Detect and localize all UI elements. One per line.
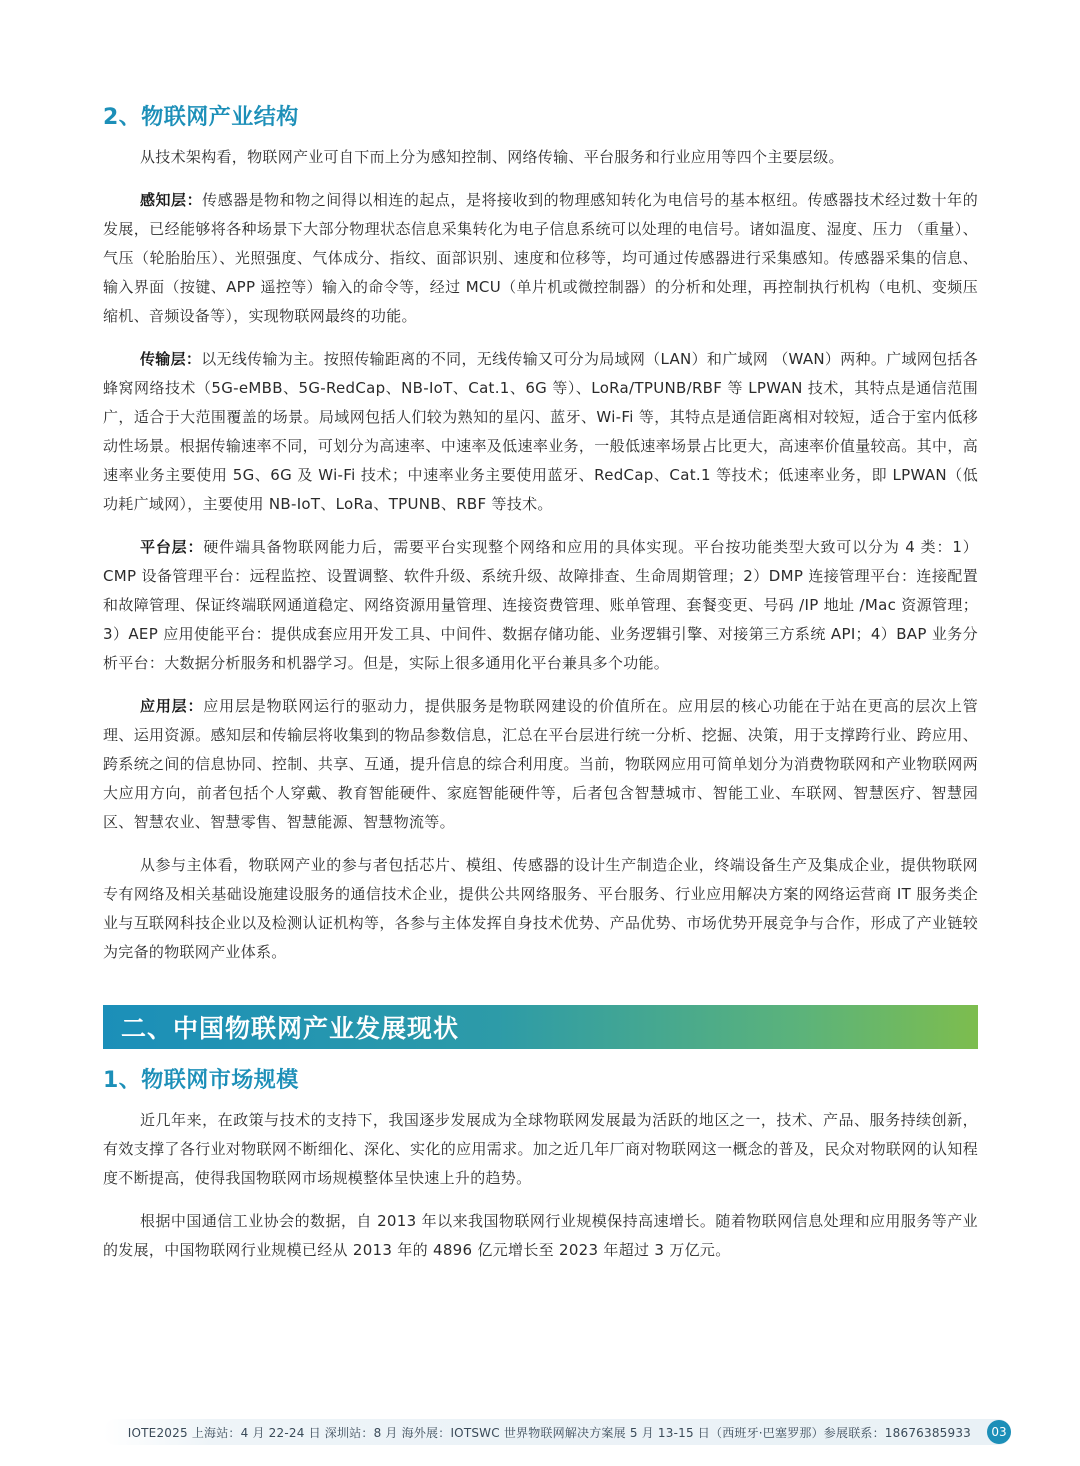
perception-layer-paragraph bbox=[103, 186, 978, 331]
application-layer-label: 应用层： bbox=[140, 697, 204, 715]
page-number: 03 bbox=[987, 1420, 1011, 1444]
footer-bar bbox=[103, 1419, 1011, 1445]
perception-layer-label: 感知层： bbox=[140, 191, 203, 209]
section-heading-structure: 2、物联网产业结构 bbox=[103, 105, 299, 130]
application-layer-paragraph bbox=[103, 692, 978, 837]
transport-layer-paragraph bbox=[103, 345, 978, 519]
platform-layer-label: 平台层： bbox=[140, 538, 204, 556]
page-content bbox=[103, 100, 978, 1279]
market-paragraph-2: 根据中国通信工业协会的数据，自 2013 年以来我国物联网行业规模保持高速增长。随着物联网信息处理和应用服务等产业的发展，中国物联网行业规模已经从 2013 年的 4896 亿元增长至 2023 年超过 3 万亿元。 bbox=[103, 1212, 978, 1259]
footer-info: IOTE2025 上海站：4 月 22-24 日 深圳站：8 月 海外展：IOTSWC 世界物联网解决方案展 5 月 13-15 日（西班牙·巴塞罗那）参展联系：18676385933 bbox=[127, 1425, 971, 1440]
chapter-banner bbox=[103, 1005, 978, 1049]
structure-intro: 从技术架构看，物联网产业可自下而上分为感知控制、网络传输、平台服务和行业应用等四个主要层级。 bbox=[140, 148, 844, 166]
platform-layer-paragraph bbox=[103, 533, 978, 678]
application-layer-text: 应用层是物联网运行的驱动力，提供服务是物联网建设的价值所在。应用层的核心功能在于站在更高的层次上管理、运用资源。感知层和传输层将收集到的物品参数信息，汇总在平台层进行统一分析、挖掘、决策，用于支撑跨行业、跨应用、跨系统之间的信息协同、控制、共享、互通，提升信息的综合利用度。当前，物联网应用可简单划分为消费物联网和产业物联网两大应用方向，前者包括个人穿戴、教育智能硬件、家庭智能硬件等，后者包含智慧城市、智能工业、车联网、智慧医疗、智慧园区、智慧农业、智慧零售、智慧能源、智慧物流等。 bbox=[103, 697, 978, 831]
transport-layer-label: 传输层： bbox=[140, 350, 202, 368]
market-paragraph-1: 近几年来，在政策与技术的支持下，我国逐步发展成为全球物联网发展最为活跃的地区之一，技术、产品、服务持续创新，有效支撑了各行业对物联网不断细化、深化、实化的应用需求。加之近几年厂商对物联网这一概念的普及，民众对物联网的认知程度不断提高，使得我国物联网市场规模整体呈快速上升的趋势。 bbox=[103, 1111, 978, 1187]
platform-layer-text: 硬件端具备物联网能力后，需要平台实现整个网络和应用的具体实现。平台按功能类型大致可以分为 4 类：1）CMP 设备管理平台：远程监控、设置调整、软件升级、系统升级、故障排查、生命周期管理；2）DMP 连接管理平台：连接配置和故障管理、保证终端联网通道稳定、网络资源用量管理、连接资费管理、账单管理、套餐变更、号码 /IP 地址 /Mac 资源管理；3）AEP 应用使能平台：提供成套应用开发工具、中间件、数据存储功能、业务逻辑引擎、对接第三方系统 API；4）BAP 业务分析平台：大数据分析服务和机器学习。但是，实际上很多通用化平台兼具多个功能。 bbox=[103, 538, 978, 672]
section-heading-market: 1、物联网市场规模 bbox=[103, 1068, 299, 1093]
chapter-title: 二、中国物联网产业发展现状 bbox=[121, 1014, 460, 1043]
participants-paragraph: 从参与主体看，物联网产业的参与者包括芯片、模组、传感器的设计生产制造企业，终端设备生产及集成企业，提供物联网专有网络及相关基础设施建设服务的通信技术企业，提供公共网络服务、平台服务、行业应用解决方案的网络运营商 IT 服务类企业与互联网科技企业以及检测认证机构等，各参与主体发挥自身技术优势、产品优势、市场优势开展竞争与合作，形成了产业链较为完备的物联网产业体系。 bbox=[103, 856, 978, 961]
transport-layer-text: 以无线传输为主。按照传输距离的不同，无线传输又可分为局域网（LAN）和广域网 （WAN）两种。广域网包括各蜂窝网络技术（5G-eMBB、5G-RedCap、NB-IoT、Cat.1、6G 等）、LoRa/TPUNB/RBF 等 LPWAN 技术，其特点是通信范围广，适合于大范围覆盖的场景。局域网包括人们较为熟知的星闪、蓝牙、Wi-Fi 等，其特点是通信距离相对较短，适合于室内低移动性场景。根据传输速率不同，可划分为高速率、中速率及低速率业务，一般低速率场景占比更大，高速率价值量较高。其中，高速率业务主要使用 5G、6G 及 Wi-Fi 技术；中速率业务主要使用蓝牙、RedCap、Cat.1 等技术；低速率业务，即 LPWAN（低功耗广域网），主要使用 NB-IoT、LoRa、TPUNB、RBF 等技术。 bbox=[103, 350, 978, 513]
perception-layer-text: 传感器是物和物之间得以相连的起点，是将接收到的物理感知转化为电信号的基本枢纽。传感器技术经过数十年的发展，已经能够将各种场景下大部分物理状态信息采集转化为电子信息系统可以处理的电信号。诸如温度、湿度、压力 （重量）、气压（轮胎胎压）、光照强度、气体成分、指纹、面部识别、速度和位移等，均可通过传感器进行采集感知。传感器采集的信息、输入界面（按键、APP 遥控等）输入的命令等，经过 MCU（单片机或微控制器）的分析和处理，再控制执行机构（电机、变频压缩机、音频设备等），实现物联网最终的功能。 bbox=[103, 191, 978, 325]
